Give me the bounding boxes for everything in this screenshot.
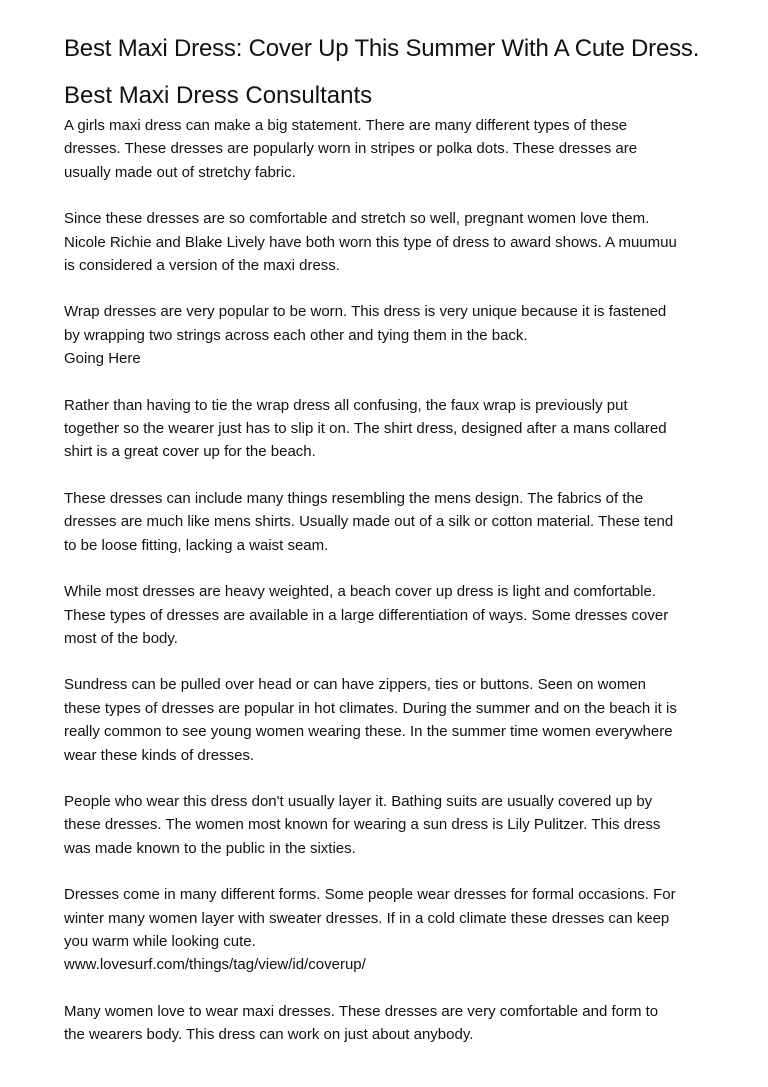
paragraph <box>64 114 754 184</box>
paragraph <box>64 487 754 557</box>
text-line: was made known to the public in the sixties. <box>64 839 356 857</box>
text-link[interactable]: www.lovesurf.com/things/tag/view/id/coverup/ <box>64 956 366 974</box>
text-line: you warm while looking cute. <box>64 932 256 950</box>
text-line: Sundress can be pulled over head or can have zippers, ties or buttons. Seen on women <box>64 676 647 694</box>
text-line: usually made out of stretchy fabric. <box>64 163 296 181</box>
text-line: People who wear this dress don't usually layer it. Bathing suits are usually covered up by <box>64 792 653 810</box>
paragraph <box>64 883 754 977</box>
text-line: Rather than having to tie the wrap dress all confusing, the faux wrap is previously put <box>64 396 628 414</box>
paragraph <box>64 207 754 277</box>
paragraph <box>64 580 754 650</box>
text-line: dresses are much like mens shirts. Usually made out of a silk or cotton material. These tend <box>64 513 674 531</box>
text-line: wear these kinds of dresses. <box>64 746 255 764</box>
document-subtitle: Best Maxi Dress Consultants <box>64 82 373 109</box>
text-line: These dresses can include many things resembling the mens design. The fabrics of the <box>64 489 644 507</box>
document-title: Best Maxi Dress: Cover Up This Summer With A Cute Dress. <box>64 35 700 62</box>
text-line: A girls maxi dress can make a big statement. There are many different types of these <box>64 117 628 134</box>
paragraph <box>64 1000 754 1047</box>
text-line: these types of dresses are popular in hot climates. During the summer and on the beach it is <box>64 699 677 717</box>
text-line: winter many women layer with sweater dresses. If in a cold climate these dresses can keep <box>64 909 670 927</box>
document-body <box>64 114 754 1047</box>
text-link[interactable]: Going Here <box>64 350 141 368</box>
paragraph <box>64 394 754 464</box>
text-line: by wrapping two strings across each other and tying them in the back. <box>64 326 528 344</box>
text-line: shirt is a great cover up for the beach. <box>64 443 316 461</box>
text-line: These types of dresses are available in a large differentiation of ways. Some dresses cover <box>64 606 669 624</box>
text-line: Dresses come in many different forms. Some people wear dresses for formal occasions. For <box>64 886 676 904</box>
text-line: While most dresses are heavy weighted, a beach cover up dress is light and comfortable. <box>64 583 656 601</box>
text-line: to be loose fitting, lacking a waist seam. <box>64 536 329 554</box>
text-line: dresses. These dresses are popularly worn in stripes or polka dots. These dresses are <box>64 140 638 158</box>
text-line: Wrap dresses are very popular to be worn. This dress is very unique because it is fastened <box>64 303 667 321</box>
text-line: really common to see young women wearing these. In the summer time women everywhere <box>64 723 673 741</box>
text-line: together so the wearer just has to slip it on. The shirt dress, designed after a mans collared <box>64 420 667 438</box>
text-line: the wearers body. This dress can work on just about anybody. <box>64 1026 474 1044</box>
text-line: Since these dresses are so comfortable and stretch so well, pregnant women love them. <box>64 210 650 228</box>
text-line: Many women love to wear maxi dresses. These dresses are very comfortable and form to <box>64 1002 659 1020</box>
paragraph <box>64 673 754 767</box>
paragraph <box>64 790 754 860</box>
text-line: Nicole Richie and Blake Lively have both worn this type of dress to award shows. A muumuu <box>64 233 677 251</box>
document-page <box>64 32 754 1070</box>
text-line: most of the body. <box>64 629 178 647</box>
text-line: is considered a version of the maxi dress. <box>64 257 340 275</box>
paragraph <box>64 300 754 370</box>
text-line: these dresses. The women most known for wearing a sun dress is Lily Pulitzer. This dress <box>64 816 661 834</box>
